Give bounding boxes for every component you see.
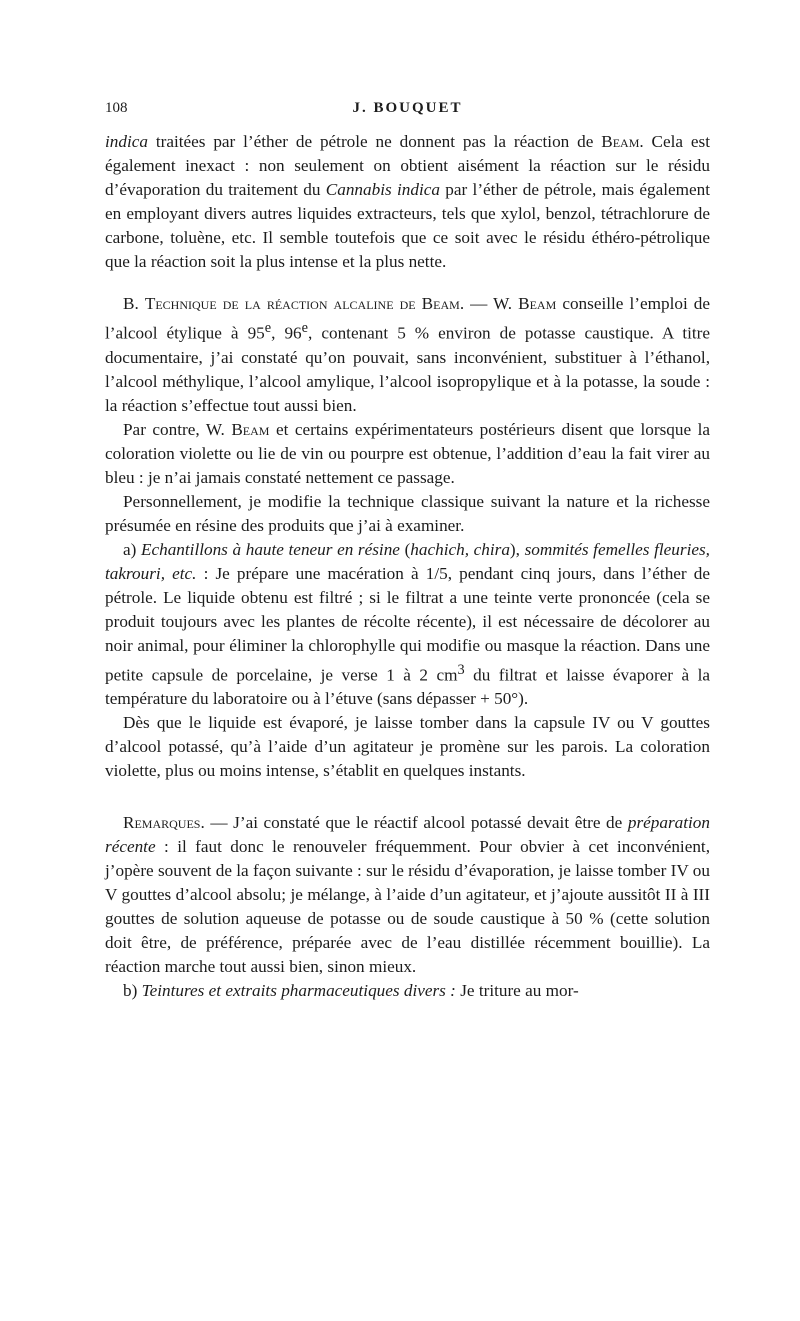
remarks-paragraph: Remarques. — J’ai constaté que le réactif alcool potassé devait être de préparation récente : il faut donc le renouveler fréquemment. Pour obvier à cet inconvénient, j’opère souvent de la façon suivante : sur le résidu d’évaporation, je laisse tomber IV ou V gouttes d’alcool absolu; je mélange, à l’aide d’un agitateur, et j’ajoute aussitôt II à III gouttes de solution aqueuse de potasse ou de soude caustique à 50 % (cette solution doit être, de préférence, préparée avec de l’eau distillée récemment bouillie). La réaction marche tout aussi bien, sinon mieux. xyxy=(105,813,710,977)
paragraph: Dès que le liquide est évaporé, je laisse tomber dans la capsule IV ou V gouttes d’alcool potassé, qu’à l’aide d’un agitateur je promène sur les parois. La coloration violette, plus ou moins intense, s’établit en quelques instants. xyxy=(105,713,710,781)
page xyxy=(105,96,710,1003)
paragraph-item-b: b) Teintures et extraits pharmaceutiques divers : Je triture au mor- xyxy=(123,981,579,1001)
paragraph-continuation: indica traitées par l’éther de pétrole ne donnent pas la réaction de Beam. Cela est également inexact : non seulement on obtient aisément la réaction sur le résidu d’évaporation du traitement du Cannabis indica par l’éther de pétrole, mais également en employant divers autres liquides extracteurs, tels que xylol, benzol, tétrachlorure de carbone, toluène, etc. Il semble toutefois que ce soit avec le résidu éthéro-pétrolique que la réaction soit la plus intense et la plus nette. xyxy=(105,132,711,271)
running-title: J. BOUQUET xyxy=(352,100,463,116)
page-number: 108 xyxy=(105,100,128,116)
section-heading: Technique de la réaction alcaline de Beam xyxy=(144,294,460,313)
section-b-paragraph: B. Technique de la réaction alcaline de Beam. — W. Beam conseille l’emploi de l’alcool étylique à 95e, 96e, contenant 5 % environ de potasse caustique. A titre documentaire, j’ai constaté qu’on pouvait, sans inconvénient, substituer à l’éthanol, l’alcool méthylique, l’alcool amylique, l’alcool isopropylique et à la potasse, la soude : la réaction s’effectue tout aussi bien. xyxy=(105,294,711,415)
running-head xyxy=(105,96,710,120)
paragraph: Par contre, W. Beam et certains expérimentateurs postérieurs disent que lorsque la coloration violette ou lie de vin ou pourpre est obtenue, l’addition d’eau la fait virer au bleu : je n’ai jamais constaté nettement ce passage. xyxy=(105,419,711,487)
paragraph: Personnellement, je modifie la technique classique suivant la nature et la richesse présumée en résine des produits que j’ai à examiner. xyxy=(105,491,710,535)
paragraph-item-a: a) Echantillons à haute teneur en résine (hachich, chira), sommités femelles fleuries, takrouri, etc. : Je prépare une macération à 1/5, pendant cinq jours, dans l’éther de pétrole. Le liquide obtenu est filtré ; si le filtrat a une teinte verte prononcée (cela se produit toujours avec les plantes de récolte récente), il est nécessaire de décolorer au noir animal, pour éliminer la chlorophylle qui modifie ou masque la réaction. Dans une petite capsule de porcelaine, je verse 1 à 2 $cm^3$ du filtrat et laisse évaporer à la température du laboratoire ou à l’étuve (sans dépasser + 50°). xyxy=(105,539,710,709)
